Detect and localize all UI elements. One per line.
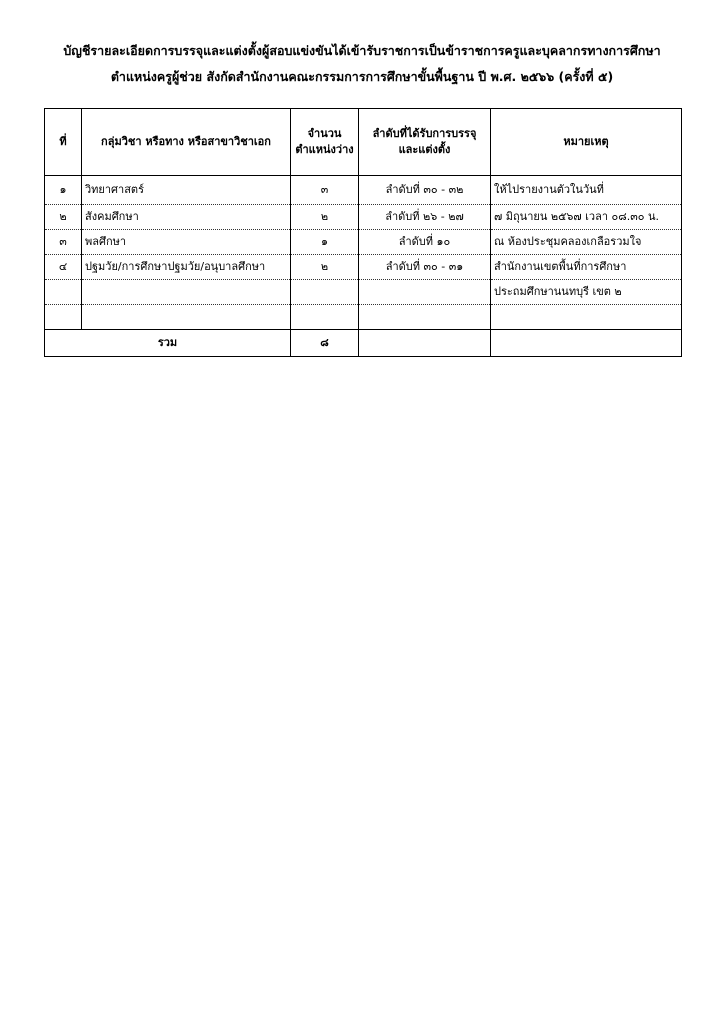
row-order: ลำดับที่ ๒๖ - ๒๗ — [359, 205, 491, 230]
header-count-line-1: จำนวน — [307, 127, 342, 140]
row-no: ๓ — [45, 230, 82, 255]
placement-table — [44, 108, 682, 357]
table-row — [45, 255, 682, 280]
header-no: ที่ — [45, 109, 82, 176]
row-order: ลำดับที่ ๓๐ - ๓๒ — [359, 176, 491, 205]
row-subject: ปฐมวัย/การศึกษาปฐมวัย/อนุบาลศึกษา — [82, 255, 291, 280]
total-label: รวม — [45, 330, 291, 357]
table-row — [45, 230, 682, 255]
row-subject: วิทยาศาสตร์ — [82, 176, 291, 205]
total-order-empty — [359, 330, 491, 357]
row-count: ๒ — [291, 205, 359, 230]
table-row — [45, 176, 682, 205]
header-count-line-2: ตำแหน่งว่าง — [295, 143, 354, 156]
row-no — [45, 305, 82, 330]
row-count — [291, 280, 359, 305]
header-order-line-1: ลำดับที่ได้รับการบรรจุ — [372, 127, 477, 140]
header-note: หมายเหตุ — [491, 109, 682, 176]
total-row — [45, 330, 682, 357]
row-count: ๓ — [291, 176, 359, 205]
row-count: ๒ — [291, 255, 359, 280]
row-no — [45, 280, 82, 305]
row-order: ลำดับที่ ๓๐ - ๓๑ — [359, 255, 491, 280]
row-note: ๗ มิถุนายน ๒๕๖๗ เวลา ๐๘.๓๐ น. — [491, 205, 682, 230]
row-count: ๑ — [291, 230, 359, 255]
header-count — [291, 109, 359, 176]
header-order-line-2: และแต่งตั้ง — [398, 143, 451, 156]
row-note — [491, 305, 682, 330]
table-row — [45, 280, 682, 305]
row-no: ๒ — [45, 205, 82, 230]
row-order: ลำดับที่ ๑๐ — [359, 230, 491, 255]
row-subject — [82, 280, 291, 305]
table-row — [45, 205, 682, 230]
table-header-row — [45, 109, 682, 176]
table-row — [45, 305, 682, 330]
row-subject — [82, 305, 291, 330]
row-no: ๑ — [45, 176, 82, 205]
document-title-line-1: บัญชีรายละเอียดการบรรจุและแต่งตั้งผู้สอบแข่งขันได้เข้ารับราชการเป็นข้าราชการครูและบุคลากรทางการศึกษา — [63, 43, 661, 58]
header-order — [359, 109, 491, 176]
row-subject: พลศึกษา — [82, 230, 291, 255]
document-title-line-2: ตำแหน่งครูผู้ช่วย สังกัดสำนักงานคณะกรรมการการศึกษาขั้นพื้นฐาน ปี พ.ศ. ๒๕๖๖ (ครั้งที่ ๕) — [110, 69, 614, 84]
row-order — [359, 305, 491, 330]
row-note: ประถมศึกษานนทบุรี เขต ๒ — [491, 280, 682, 305]
row-note: สำนักงานเขตพื้นที่การศึกษา — [491, 255, 682, 280]
total-count: ๘ — [291, 330, 359, 357]
row-subject: สังคมศึกษา — [82, 205, 291, 230]
header-subject: กลุ่มวิชา หรือทาง หรือสาขาวิชาเอก — [82, 109, 291, 176]
total-note-empty — [491, 330, 682, 357]
row-no: ๔ — [45, 255, 82, 280]
row-order — [359, 280, 491, 305]
row-note: ให้ไปรายงานตัวในวันที่ — [491, 176, 682, 205]
row-note: ณ ห้องประชุมคลองเกลือรวมใจ — [491, 230, 682, 255]
row-count — [291, 305, 359, 330]
